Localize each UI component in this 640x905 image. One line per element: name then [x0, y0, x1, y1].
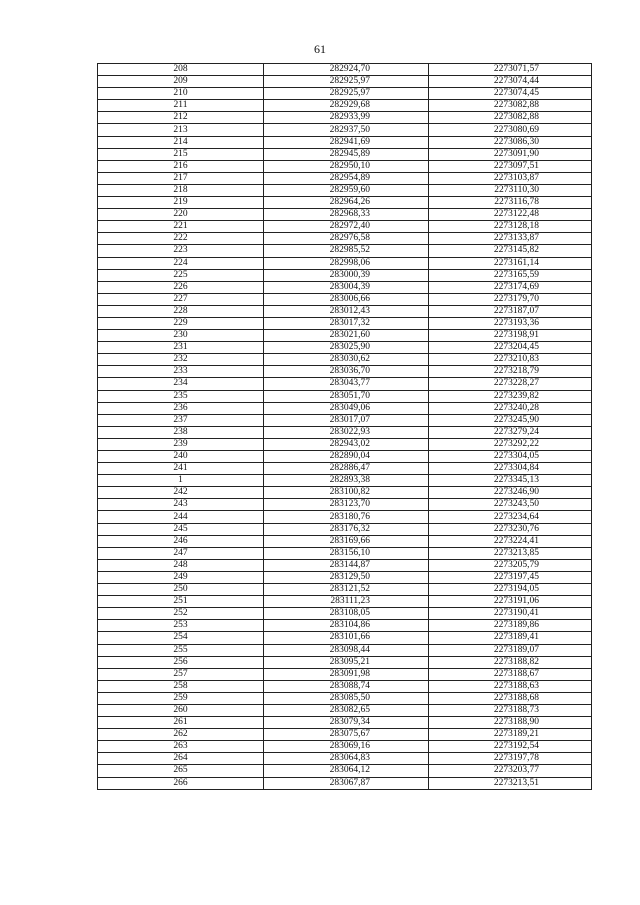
table-row — [98, 632, 592, 644]
x-coordinate-cell: 283022,93 — [264, 426, 429, 438]
point-number-cell: 258 — [98, 680, 264, 692]
x-coordinate-cell: 283180,76 — [264, 511, 429, 523]
table-row — [98, 584, 592, 596]
y-coordinate-cell: 2273192,54 — [429, 741, 592, 753]
y-coordinate-cell: 2273188,68 — [429, 692, 592, 704]
y-coordinate-cell: 2273194,05 — [429, 584, 592, 596]
x-coordinate-cell: 282972,40 — [264, 221, 429, 233]
x-coordinate-cell: 283049,06 — [264, 402, 429, 414]
y-coordinate-cell: 2273091,90 — [429, 148, 592, 160]
table-row — [98, 741, 592, 753]
point-number-cell: 225 — [98, 269, 264, 281]
table-row — [98, 765, 592, 777]
table-row — [98, 753, 592, 765]
table-row — [98, 487, 592, 499]
y-coordinate-cell: 2273218,79 — [429, 366, 592, 378]
x-coordinate-cell: 283030,62 — [264, 354, 429, 366]
point-number-cell: 224 — [98, 257, 264, 269]
y-coordinate-cell: 2273246,90 — [429, 487, 592, 499]
point-number-cell: 231 — [98, 342, 264, 354]
x-coordinate-cell: 283051,70 — [264, 390, 429, 402]
point-number-cell: 1 — [98, 475, 264, 487]
table-row — [98, 680, 592, 692]
point-number-cell: 229 — [98, 317, 264, 329]
y-coordinate-cell: 2273080,69 — [429, 124, 592, 136]
point-number-cell: 217 — [98, 172, 264, 184]
point-number-cell: 261 — [98, 717, 264, 729]
x-coordinate-cell: 282924,70 — [264, 64, 429, 76]
x-coordinate-cell: 283108,05 — [264, 608, 429, 620]
table-row — [98, 414, 592, 426]
table-row — [98, 644, 592, 656]
table-row — [98, 523, 592, 535]
x-coordinate-cell: 283091,98 — [264, 668, 429, 680]
table-row — [98, 547, 592, 559]
y-coordinate-cell: 2273193,36 — [429, 317, 592, 329]
table-row — [98, 233, 592, 245]
y-coordinate-cell: 2273197,45 — [429, 571, 592, 583]
x-coordinate-cell: 283101,66 — [264, 632, 429, 644]
x-coordinate-cell: 283123,70 — [264, 499, 429, 511]
point-number-cell: 237 — [98, 414, 264, 426]
point-number-cell: 250 — [98, 584, 264, 596]
x-coordinate-cell: 283012,43 — [264, 305, 429, 317]
y-coordinate-cell: 2273082,88 — [429, 112, 592, 124]
y-coordinate-cell: 2273082,88 — [429, 100, 592, 112]
x-coordinate-cell: 282950,10 — [264, 160, 429, 172]
table-row — [98, 305, 592, 317]
point-number-cell: 220 — [98, 209, 264, 221]
y-coordinate-cell: 2273234,64 — [429, 511, 592, 523]
table-row — [98, 197, 592, 209]
point-number-cell: 246 — [98, 535, 264, 547]
y-coordinate-cell: 2273292,22 — [429, 438, 592, 450]
table-row — [98, 160, 592, 172]
table-row — [98, 100, 592, 112]
x-coordinate-cell: 283021,60 — [264, 330, 429, 342]
table-row — [98, 559, 592, 571]
point-number-cell: 262 — [98, 729, 264, 741]
x-coordinate-cell: 282937,50 — [264, 124, 429, 136]
point-number-cell: 212 — [98, 112, 264, 124]
table-row — [98, 596, 592, 608]
point-number-cell: 254 — [98, 632, 264, 644]
y-coordinate-cell: 2273189,07 — [429, 644, 592, 656]
table-row — [98, 64, 592, 76]
x-coordinate-cell: 283100,82 — [264, 487, 429, 499]
y-coordinate-cell: 2273224,41 — [429, 535, 592, 547]
point-number-cell: 216 — [98, 160, 264, 172]
y-coordinate-cell: 2273074,44 — [429, 76, 592, 88]
point-number-cell: 242 — [98, 487, 264, 499]
x-coordinate-cell: 282929,68 — [264, 100, 429, 112]
y-coordinate-cell: 2273188,63 — [429, 680, 592, 692]
x-coordinate-cell: 283006,66 — [264, 293, 429, 305]
y-coordinate-cell: 2273189,86 — [429, 620, 592, 632]
x-coordinate-cell: 283000,39 — [264, 269, 429, 281]
x-coordinate-cell: 282941,69 — [264, 136, 429, 148]
y-coordinate-cell: 2273187,07 — [429, 305, 592, 317]
x-coordinate-cell: 283085,50 — [264, 692, 429, 704]
table-row — [98, 281, 592, 293]
x-coordinate-cell: 282968,33 — [264, 209, 429, 221]
x-coordinate-cell: 282985,52 — [264, 245, 429, 257]
point-number-cell: 265 — [98, 765, 264, 777]
x-coordinate-cell: 283095,21 — [264, 656, 429, 668]
point-number-cell: 221 — [98, 221, 264, 233]
point-number-cell: 215 — [98, 148, 264, 160]
point-number-cell: 251 — [98, 596, 264, 608]
x-coordinate-cell: 283017,07 — [264, 414, 429, 426]
point-number-cell: 209 — [98, 76, 264, 88]
point-number-cell: 235 — [98, 390, 264, 402]
y-coordinate-cell: 2273230,76 — [429, 523, 592, 535]
y-coordinate-cell: 2273198,91 — [429, 330, 592, 342]
y-coordinate-cell: 2273174,69 — [429, 281, 592, 293]
point-number-cell: 228 — [98, 305, 264, 317]
table-row — [98, 172, 592, 184]
x-coordinate-cell: 283088,74 — [264, 680, 429, 692]
x-coordinate-cell: 283004,39 — [264, 281, 429, 293]
table-row — [98, 293, 592, 305]
table-row — [98, 475, 592, 487]
page-number: 61 — [314, 42, 326, 56]
point-number-cell: 256 — [98, 656, 264, 668]
table-row — [98, 620, 592, 632]
x-coordinate-cell: 282964,26 — [264, 197, 429, 209]
point-number-cell: 266 — [98, 777, 264, 789]
table-row — [98, 463, 592, 475]
x-coordinate-cell: 283144,87 — [264, 559, 429, 571]
x-coordinate-cell: 283017,32 — [264, 317, 429, 329]
y-coordinate-cell: 2273165,59 — [429, 269, 592, 281]
point-number-cell: 219 — [98, 197, 264, 209]
point-number-cell: 239 — [98, 438, 264, 450]
y-coordinate-cell: 2273345,13 — [429, 475, 592, 487]
point-number-cell: 245 — [98, 523, 264, 535]
point-number-cell: 255 — [98, 644, 264, 656]
x-coordinate-cell: 283067,87 — [264, 777, 429, 789]
y-coordinate-cell: 2273203,77 — [429, 765, 592, 777]
x-coordinate-cell: 283064,83 — [264, 753, 429, 765]
table-row — [98, 402, 592, 414]
point-number-cell: 222 — [98, 233, 264, 245]
y-coordinate-cell: 2273188,90 — [429, 717, 592, 729]
point-number-cell: 232 — [98, 354, 264, 366]
table-row — [98, 717, 592, 729]
point-number-cell: 260 — [98, 704, 264, 716]
table-row — [98, 184, 592, 196]
y-coordinate-cell: 2273086,30 — [429, 136, 592, 148]
x-coordinate-cell: 283111,23 — [264, 596, 429, 608]
point-number-cell: 249 — [98, 571, 264, 583]
coordinates-table-body — [98, 64, 592, 790]
y-coordinate-cell: 2273210,83 — [429, 354, 592, 366]
point-number-cell: 234 — [98, 378, 264, 390]
x-coordinate-cell: 283069,16 — [264, 741, 429, 753]
point-number-cell: 233 — [98, 366, 264, 378]
y-coordinate-cell: 2273179,70 — [429, 293, 592, 305]
table-row — [98, 88, 592, 100]
y-coordinate-cell: 2273279,24 — [429, 426, 592, 438]
point-number-cell: 213 — [98, 124, 264, 136]
point-number-cell: 211 — [98, 100, 264, 112]
x-coordinate-cell: 283075,67 — [264, 729, 429, 741]
y-coordinate-cell: 2273133,87 — [429, 233, 592, 245]
y-coordinate-cell: 2273228,27 — [429, 378, 592, 390]
y-coordinate-cell: 2273116,78 — [429, 197, 592, 209]
x-coordinate-cell: 282976,58 — [264, 233, 429, 245]
table-row — [98, 692, 592, 704]
table-row — [98, 245, 592, 257]
y-coordinate-cell: 2273304,84 — [429, 463, 592, 475]
x-coordinate-cell: 283079,34 — [264, 717, 429, 729]
x-coordinate-cell: 282925,97 — [264, 88, 429, 100]
point-number-cell: 259 — [98, 692, 264, 704]
x-coordinate-cell: 282890,04 — [264, 451, 429, 463]
x-coordinate-cell: 283036,70 — [264, 366, 429, 378]
point-number-cell: 236 — [98, 402, 264, 414]
point-number-cell: 214 — [98, 136, 264, 148]
point-number-cell: 227 — [98, 293, 264, 305]
table-row — [98, 511, 592, 523]
y-coordinate-cell: 2273097,51 — [429, 160, 592, 172]
point-number-cell: 252 — [98, 608, 264, 620]
y-coordinate-cell: 2273190,41 — [429, 608, 592, 620]
table-row — [98, 729, 592, 741]
table-row — [98, 124, 592, 136]
y-coordinate-cell: 2273205,79 — [429, 559, 592, 571]
point-number-cell: 247 — [98, 547, 264, 559]
x-coordinate-cell: 283104,86 — [264, 620, 429, 632]
table-row — [98, 112, 592, 124]
point-number-cell: 210 — [98, 88, 264, 100]
y-coordinate-cell: 2273213,51 — [429, 777, 592, 789]
point-number-cell: 253 — [98, 620, 264, 632]
table-row — [98, 535, 592, 547]
x-coordinate-cell: 282998,06 — [264, 257, 429, 269]
table-row — [98, 571, 592, 583]
x-coordinate-cell: 282959,60 — [264, 184, 429, 196]
table-row — [98, 499, 592, 511]
y-coordinate-cell: 2273243,50 — [429, 499, 592, 511]
x-coordinate-cell: 283043,77 — [264, 378, 429, 390]
y-coordinate-cell: 2273110,30 — [429, 184, 592, 196]
y-coordinate-cell: 2273188,82 — [429, 656, 592, 668]
point-number-cell: 243 — [98, 499, 264, 511]
table-row — [98, 608, 592, 620]
y-coordinate-cell: 2273304,05 — [429, 451, 592, 463]
table-row — [98, 704, 592, 716]
y-coordinate-cell: 2273128,18 — [429, 221, 592, 233]
table-row — [98, 209, 592, 221]
table-row — [98, 366, 592, 378]
y-coordinate-cell: 2273239,82 — [429, 390, 592, 402]
table-row — [98, 354, 592, 366]
table-row — [98, 378, 592, 390]
x-coordinate-cell: 283098,44 — [264, 644, 429, 656]
y-coordinate-cell: 2273074,45 — [429, 88, 592, 100]
y-coordinate-cell: 2273189,21 — [429, 729, 592, 741]
point-number-cell: 240 — [98, 451, 264, 463]
point-number-cell: 257 — [98, 668, 264, 680]
point-number-cell: 248 — [98, 559, 264, 571]
y-coordinate-cell: 2273213,85 — [429, 547, 592, 559]
table-row — [98, 451, 592, 463]
x-coordinate-cell: 283129,50 — [264, 571, 429, 583]
point-number-cell: 244 — [98, 511, 264, 523]
x-coordinate-cell: 283169,66 — [264, 535, 429, 547]
point-number-cell: 223 — [98, 245, 264, 257]
table-row — [98, 257, 592, 269]
y-coordinate-cell: 2273197,78 — [429, 753, 592, 765]
table-row — [98, 656, 592, 668]
x-coordinate-cell: 283121,52 — [264, 584, 429, 596]
y-coordinate-cell: 2273188,73 — [429, 704, 592, 716]
point-number-cell: 226 — [98, 281, 264, 293]
x-coordinate-cell: 283082,65 — [264, 704, 429, 716]
coordinates-table — [97, 63, 592, 790]
x-coordinate-cell: 282943,02 — [264, 438, 429, 450]
y-coordinate-cell: 2273245,90 — [429, 414, 592, 426]
x-coordinate-cell: 282933,99 — [264, 112, 429, 124]
y-coordinate-cell: 2273188,67 — [429, 668, 592, 680]
table-row — [98, 390, 592, 402]
point-number-cell: 241 — [98, 463, 264, 475]
y-coordinate-cell: 2273204,45 — [429, 342, 592, 354]
table-row — [98, 76, 592, 88]
y-coordinate-cell: 2273145,82 — [429, 245, 592, 257]
table-row — [98, 426, 592, 438]
table-row — [98, 269, 592, 281]
x-coordinate-cell: 282954,89 — [264, 172, 429, 184]
table-row — [98, 438, 592, 450]
y-coordinate-cell: 2273122,48 — [429, 209, 592, 221]
x-coordinate-cell: 282925,97 — [264, 76, 429, 88]
table-row — [98, 148, 592, 160]
point-number-cell: 264 — [98, 753, 264, 765]
table-row — [98, 136, 592, 148]
y-coordinate-cell: 2273161,14 — [429, 257, 592, 269]
x-coordinate-cell: 283156,10 — [264, 547, 429, 559]
point-number-cell: 263 — [98, 741, 264, 753]
y-coordinate-cell: 2273103,87 — [429, 172, 592, 184]
y-coordinate-cell: 2273071,57 — [429, 64, 592, 76]
point-number-cell: 238 — [98, 426, 264, 438]
x-coordinate-cell: 283064,12 — [264, 765, 429, 777]
y-coordinate-cell: 2273191,06 — [429, 596, 592, 608]
y-coordinate-cell: 2273189,41 — [429, 632, 592, 644]
table-row — [98, 221, 592, 233]
x-coordinate-cell: 282945,89 — [264, 148, 429, 160]
x-coordinate-cell: 282886,47 — [264, 463, 429, 475]
point-number-cell: 218 — [98, 184, 264, 196]
x-coordinate-cell: 283025,90 — [264, 342, 429, 354]
table-row — [98, 668, 592, 680]
x-coordinate-cell: 283176,32 — [264, 523, 429, 535]
table-row — [98, 317, 592, 329]
x-coordinate-cell: 282893,38 — [264, 475, 429, 487]
point-number-cell: 208 — [98, 64, 264, 76]
y-coordinate-cell: 2273240,28 — [429, 402, 592, 414]
table-row — [98, 330, 592, 342]
table-row — [98, 777, 592, 789]
point-number-cell: 230 — [98, 330, 264, 342]
table-row — [98, 342, 592, 354]
